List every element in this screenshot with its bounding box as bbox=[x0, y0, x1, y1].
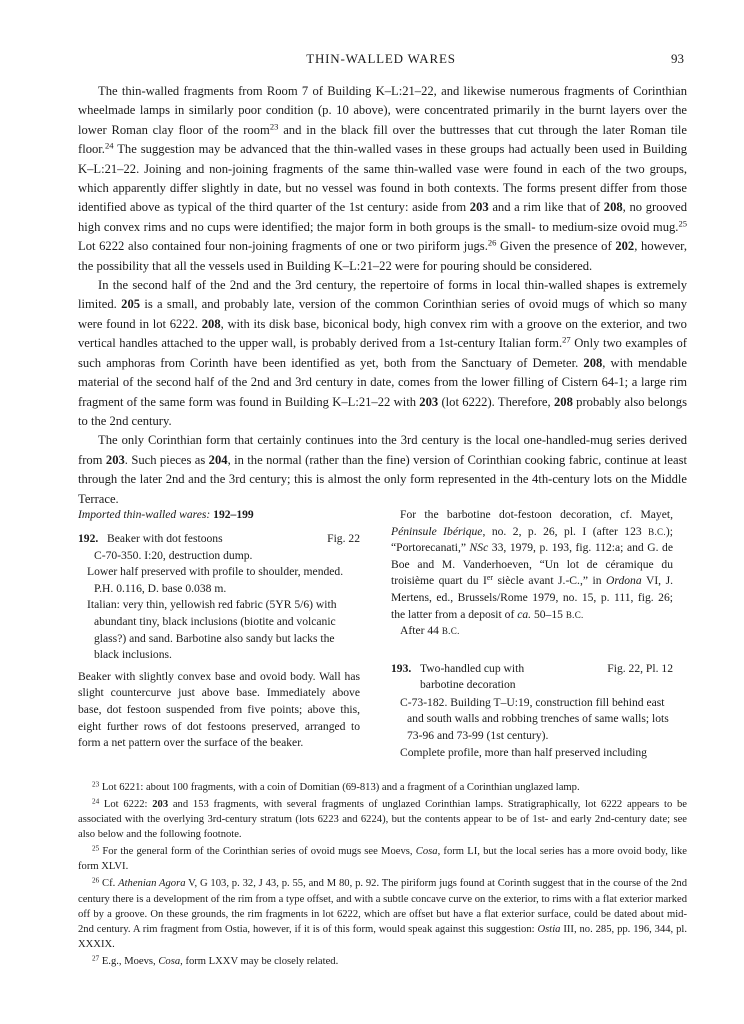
page-header bbox=[78, 51, 684, 71]
footnote-text: Cf. bbox=[99, 878, 119, 890]
footnote-text: E.g., Moevs, bbox=[99, 956, 159, 968]
text-run: Lot 6222 also contained four non-joining fragments of one or two piriform jugs. bbox=[78, 239, 488, 254]
footnote-text: , form LI, but the local series has a more ovoid body, like form XLVI. bbox=[78, 846, 687, 873]
text-run: and a rim like that of bbox=[488, 200, 604, 215]
page-number: 93 bbox=[671, 51, 684, 66]
footnote-ref-24[interactable]: 24 bbox=[104, 140, 114, 151]
catalogue-ref: 203 bbox=[105, 452, 125, 467]
text-run: siècle avant J.-C.,” in bbox=[493, 574, 606, 588]
catalogue-ref: 208 bbox=[583, 355, 603, 370]
footnote-mark: 26 bbox=[92, 876, 100, 885]
small-caps: B.C. bbox=[648, 526, 666, 537]
italic-title: Cosa bbox=[158, 956, 181, 968]
entry-title: Two-handled cup with barbotine decoration bbox=[420, 661, 525, 692]
footnotes bbox=[78, 780, 687, 971]
footnote-mark: 27 bbox=[92, 954, 100, 963]
text-run: , in the normal (rather than the fine) version of Corinthian cooking fabric, continue at least through the later 2nd and the 3rd century; this is almost the only form represented in the 4th-century lots on the Middle Terrace. bbox=[78, 452, 687, 506]
small-caps: B.C. bbox=[441, 626, 460, 637]
entry-number: 193. bbox=[391, 661, 412, 675]
text-run: , with mendable material of the second half of the 2nd and 3rd century in date, comes from the lower filling of Cistern 64-1; a large rim fragment of the same form was found in Building K–L:21–22 with bbox=[78, 355, 687, 409]
italic-abbrev: ca. bbox=[517, 607, 532, 621]
figure-ref: Fig. 22 bbox=[327, 531, 360, 545]
text-run: ); bbox=[665, 524, 673, 538]
text-run: and in the black fill over the buttresses that cut through the later Roman tile floor. bbox=[78, 122, 688, 157]
section-heading bbox=[78, 507, 360, 524]
text-run: (lot 6222). Therefore, bbox=[438, 394, 554, 409]
preservation-note: Lower half preserved with profile to shoulder, mended. P.H. 0.116, D. base 0.038 m. bbox=[87, 565, 344, 595]
text-run: 33, 1979, p. 193, fig. 112:a; and G. de Boe and M. Vanderhoeven, “Un lot de céramique du troisième quart du I bbox=[391, 541, 673, 588]
text-run: Only two examples of such amphoras from Corinth have been identified as yet, both from the Sanctuary of Demeter. bbox=[78, 336, 687, 370]
footnote-text: Lot 6222: bbox=[99, 798, 153, 810]
footnote-ref-27[interactable]: 27 bbox=[562, 335, 571, 345]
catalogue-ref: 204 bbox=[208, 452, 228, 467]
footnote-24 bbox=[78, 797, 687, 843]
section-range: 192–199 bbox=[213, 508, 254, 521]
catalogue-right-column bbox=[391, 507, 673, 761]
text-run: In the second half of the 2nd and the 3rd century, the repertoire of forms in local thin-walled shapes is extremely limited. bbox=[78, 278, 687, 312]
footnote-23 bbox=[78, 780, 687, 795]
text-run: , no grooved high convex rims and no cups were identified; the major form in both groups is the small- to medium-size ovoid mug. bbox=[78, 200, 687, 234]
paragraph-2 bbox=[78, 276, 687, 431]
footnote-mark: 24 bbox=[92, 797, 100, 806]
figure-ref: Fig. 22, Pl. 12 bbox=[607, 661, 673, 675]
text-run: VI, J. Mertens, ed., Brussels/Rome 1979, no. 15, p. 111, fig. 26; the latter from a deposit of bbox=[391, 574, 673, 621]
text-run: 50–15 bbox=[531, 607, 566, 621]
text-run: , however, the possibility that all the vessels used in Building K–L:21–22 were for pouring should be considered. bbox=[78, 239, 687, 273]
italic-title: Ordona bbox=[606, 574, 642, 588]
spacer bbox=[391, 640, 673, 661]
comparanda bbox=[391, 507, 673, 623]
date-note bbox=[391, 623, 673, 640]
catalogue-ref: 208 bbox=[553, 394, 573, 409]
footnote-text: and 153 fragments, with several fragments of unglazed Corinthian lamps. Stratigraphically, lot 6222 appears to be associated with the overlying 3rd-century stratum (lots 6223 and 6224), but the contents appear to be of 1st- and early 2nd-century date; see also below and the following footnote. bbox=[78, 798, 687, 841]
text-run: After 44 bbox=[400, 624, 442, 638]
text-run: , with its disk base, biconical body, high convex rim with a groove on the exterior, and two vertical handles attached to the upper wall, is probably derived from a 1st-century Italian form. bbox=[78, 316, 687, 351]
footnote-ref-23[interactable]: 23 bbox=[269, 121, 279, 132]
footnote-27 bbox=[78, 954, 687, 969]
text-run: . Such pieces as bbox=[124, 452, 209, 467]
italic-title: Cosa bbox=[415, 846, 438, 858]
text-run: probably also belongs to the 2nd century. bbox=[78, 394, 687, 428]
footnote-text: V, G 103, p. 32, J 43, p. 55, and M 80, p. 92. The piriform jugs found at Corinth suggest that in the course of the 2nd century there is a development of the rim from a type offset, and with a subtle concave curve on the exterior, to rims with a flat exterior marked off by a groove. On these grounds, the rim fragments in lot 6222, which are offset but have a flat exterior surface, could be dated about mid-2nd century. A rim fragment from Ostia, however, if it is of this form, would speak against this suggestion: bbox=[78, 878, 687, 936]
text-run: For the barbotine dot-festoon decoration, cf. Mayet, bbox=[400, 508, 673, 521]
footnote-ref-26[interactable]: 26 bbox=[487, 237, 497, 248]
text-run: The thin-walled fragments from Room 7 of Building K–L:21–22, and likewise numerous fragments of Corinthian wheelmade lamps in similarly poor condition (p. 10 above), were concentrated primarily in the burnt layers over the lower Roman clay floor of the room bbox=[78, 84, 687, 137]
text-run: “Portorecanati,” bbox=[391, 541, 470, 555]
text-run: The only Corinthian form that certainly continues into the 3rd century is the local one-handled-mug series derived from bbox=[78, 433, 687, 467]
catalogue bbox=[78, 507, 687, 775]
footnote-text: For the general form of the Corinthian series of ovoid mugs see Moevs, bbox=[99, 846, 416, 858]
catalogue-ref: 203 bbox=[419, 394, 439, 409]
catalogue-ref: 208 bbox=[201, 316, 221, 331]
entry-192-heading bbox=[78, 531, 360, 548]
italic-title: Péninsule Ibérique bbox=[391, 524, 483, 538]
entry-title: Beaker with dot festoons bbox=[107, 531, 223, 545]
footnote-26 bbox=[78, 876, 687, 952]
footnote-mark: 25 bbox=[92, 844, 100, 853]
inventory-line: C-73-182. Building T–U:19, construction fill behind east and south walls and robbing trenches of same walls; lots 73-96 and 73-99 (1st century). bbox=[400, 695, 669, 742]
main-text bbox=[78, 82, 687, 509]
footnote-text: , form LXXV may be closely related. bbox=[180, 956, 339, 968]
paragraph-1 bbox=[78, 82, 687, 276]
footnote-text: III, no. 285, pp. 196, 344, pl. XXXIX. bbox=[78, 924, 687, 951]
footnote-text: Lot 6221: about 100 fragments, with a coin of Domitian (69-813) and a fragment of a Corinthian unglazed lamp. bbox=[99, 782, 580, 793]
preservation-note: Complete profile, more than half preserved including bbox=[400, 745, 647, 759]
text-run: , no. 2, p. 26, pl. I (after 123 bbox=[482, 524, 649, 538]
text-run: Given the presence of bbox=[496, 239, 616, 254]
catalogue-ref: 203 bbox=[469, 200, 489, 215]
text-run: The suggestion may be advanced that the thin-walled vases in these groups had actually been used in Building K–L:21–22. Joining and non-joining fragments of the same thin-walled vase were found in each of the two groups, which apparently differ slightly in date, but no vessel was found in both contexts. The forms present differ from those identified above as typical of the third quarter of the 1st century: aside from bbox=[78, 142, 687, 215]
entry-description: Beaker with slightly convex base and ovoid body. Wall has slight countercurve just above base. Immediately above base, dot festoon suspended from five points; above this, eight further rows of dot festoons preserved, arranged to form a net pattern over the surface of the beaker. bbox=[78, 669, 360, 750]
catalogue-ref: 205 bbox=[121, 297, 141, 312]
footnote-mark: 23 bbox=[92, 780, 100, 789]
italic-title: Athenian Agora bbox=[118, 878, 186, 890]
catalogue-left-column bbox=[78, 507, 360, 752]
superscript: er bbox=[486, 573, 494, 583]
inventory-line: C-70-350. I:20, destruction dump. bbox=[94, 548, 253, 562]
running-head: THIN-WALLED WARES bbox=[306, 51, 456, 66]
italic-title: Ostia bbox=[537, 924, 561, 936]
section-label: Imported thin-walled wares: bbox=[78, 508, 214, 521]
catalogue-ref: 202 bbox=[615, 239, 635, 254]
entry-number: 192. bbox=[78, 531, 99, 545]
small-caps: B.C. bbox=[565, 609, 584, 620]
italic-title: NSc bbox=[469, 541, 489, 555]
fabric-note: Italian: very thin, yellowish red fabric (5YR 5/6) with abundant tiny, black inclusions (biotite and volcanic glass?) and sand. Barbotine also sandy but lacks the black inclusions. bbox=[87, 598, 337, 662]
paragraph-3 bbox=[78, 431, 687, 509]
entry-193-heading bbox=[391, 661, 673, 695]
footnote-ref-25[interactable]: 25 bbox=[678, 218, 687, 229]
catalogue-ref: 203 bbox=[152, 798, 169, 810]
catalogue-ref: 208 bbox=[603, 200, 623, 215]
text-run: is a small, and probably late, version of the common Corinthian series of ovoid mugs of which so many were found in lot 6222. bbox=[78, 297, 687, 331]
footnote-25 bbox=[78, 844, 687, 875]
